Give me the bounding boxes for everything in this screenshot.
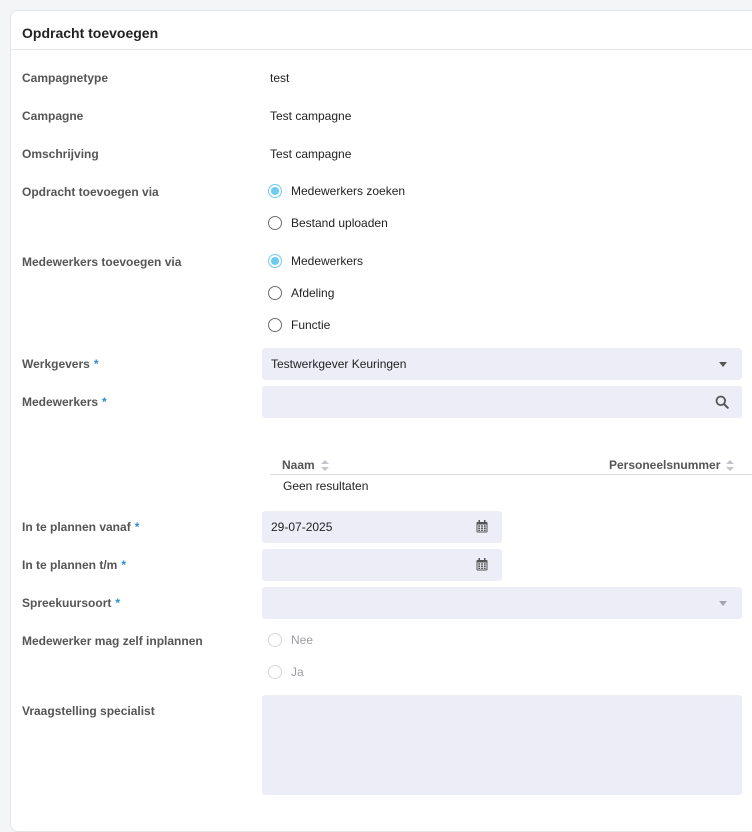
plannen-vanaf-label-text: In te plannen vanaf bbox=[22, 520, 131, 534]
required-mark: * bbox=[93, 357, 99, 371]
medewerkers-label bbox=[22, 395, 107, 409]
radio-functie[interactable] bbox=[268, 316, 330, 334]
required-mark: * bbox=[134, 520, 140, 534]
omschrijving-label: Omschrijving bbox=[22, 147, 99, 161]
column-header-label: Personeelsnummer bbox=[609, 458, 721, 472]
werkgevers-label bbox=[22, 357, 99, 371]
required-mark: * bbox=[121, 558, 127, 572]
campagne-label: Campagne bbox=[22, 109, 84, 123]
radio-circle[interactable] bbox=[268, 216, 282, 230]
radio-circle[interactable] bbox=[268, 286, 282, 300]
radio-label: Medewerkers bbox=[291, 254, 364, 268]
card-header bbox=[11, 11, 752, 50]
plannen-vanaf-value: 29-07-2025 bbox=[271, 520, 333, 534]
zelf-inplannen-label: Medewerker mag zelf inplannen bbox=[22, 634, 203, 648]
spreekuursoort-label bbox=[22, 596, 120, 610]
plannen-vanaf-label bbox=[22, 520, 139, 534]
plannen-tm-label-text: In te plannen t/m bbox=[22, 558, 118, 572]
campagne-value: Test campagne bbox=[270, 109, 352, 123]
form-card bbox=[10, 10, 752, 832]
radio-label: Afdeling bbox=[291, 286, 335, 300]
radio-bestand-uploaden[interactable] bbox=[268, 214, 388, 232]
opdracht-via-label: Opdracht toevoegen via bbox=[22, 185, 159, 199]
radio-circle bbox=[268, 665, 282, 679]
column-header-personeelsnummer[interactable] bbox=[609, 458, 734, 472]
chevron-down-icon[interactable] bbox=[719, 601, 727, 606]
vraagstelling-textarea[interactable] bbox=[262, 695, 742, 795]
radio-label: Bestand uploaden bbox=[291, 216, 388, 230]
radio-label: Nee bbox=[291, 633, 314, 647]
werkgevers-value: Testwerkgever Keuringen bbox=[271, 357, 407, 371]
radio-dot bbox=[271, 257, 279, 265]
table-empty-text: Geen resultaten bbox=[283, 479, 369, 493]
medewerkers-label-text: Medewerkers bbox=[22, 395, 99, 409]
werkgevers-label-text: Werkgevers bbox=[22, 357, 90, 371]
calendar-icon[interactable] bbox=[476, 558, 488, 571]
calendar-icon[interactable] bbox=[476, 520, 488, 533]
spreekuursoort-select[interactable] bbox=[262, 587, 742, 619]
medewerkers-via-label: Medewerkers toevoegen via bbox=[22, 255, 182, 269]
campagnetype-value: test bbox=[270, 71, 290, 85]
radio-label: Ja bbox=[291, 665, 304, 679]
radio-dot bbox=[271, 187, 279, 195]
radio-circle[interactable] bbox=[268, 184, 282, 198]
spreekuursoort-label-text: Spreekuursoort bbox=[22, 596, 112, 610]
table-divider bbox=[270, 474, 752, 475]
page-title: Opdracht toevoegen bbox=[22, 25, 159, 41]
sort-icon[interactable] bbox=[726, 460, 734, 471]
campagnetype-label: Campagnetype bbox=[22, 71, 109, 85]
radio-circle bbox=[268, 633, 282, 647]
radio-ja bbox=[268, 663, 304, 681]
plannen-vanaf-date-input[interactable] bbox=[262, 511, 502, 543]
omschrijving-value: Test campagne bbox=[270, 147, 352, 161]
search-icon[interactable] bbox=[715, 395, 729, 409]
radio-label: Functie bbox=[291, 318, 331, 332]
sort-icon[interactable] bbox=[321, 460, 329, 471]
column-header-naam[interactable] bbox=[282, 458, 329, 472]
radio-label: Medewerkers zoeken bbox=[291, 184, 406, 198]
medewerkers-search-input[interactable] bbox=[262, 386, 742, 418]
required-mark: * bbox=[115, 596, 121, 610]
required-mark: * bbox=[102, 395, 107, 409]
radio-afdeling[interactable] bbox=[268, 284, 334, 302]
radio-nee bbox=[268, 631, 313, 649]
radio-circle[interactable] bbox=[268, 254, 282, 268]
radio-medewerkers-zoeken[interactable] bbox=[268, 182, 405, 200]
vraagstelling-label: Vraagstelling specialist bbox=[22, 704, 155, 718]
chevron-down-icon[interactable] bbox=[719, 362, 727, 367]
werkgevers-select[interactable] bbox=[262, 348, 742, 380]
plannen-tm-label bbox=[22, 558, 126, 572]
plannen-tm-date-input[interactable] bbox=[262, 549, 502, 581]
column-header-label: Naam bbox=[282, 458, 315, 472]
radio-circle[interactable] bbox=[268, 318, 282, 332]
radio-medewerkers[interactable] bbox=[268, 252, 363, 270]
